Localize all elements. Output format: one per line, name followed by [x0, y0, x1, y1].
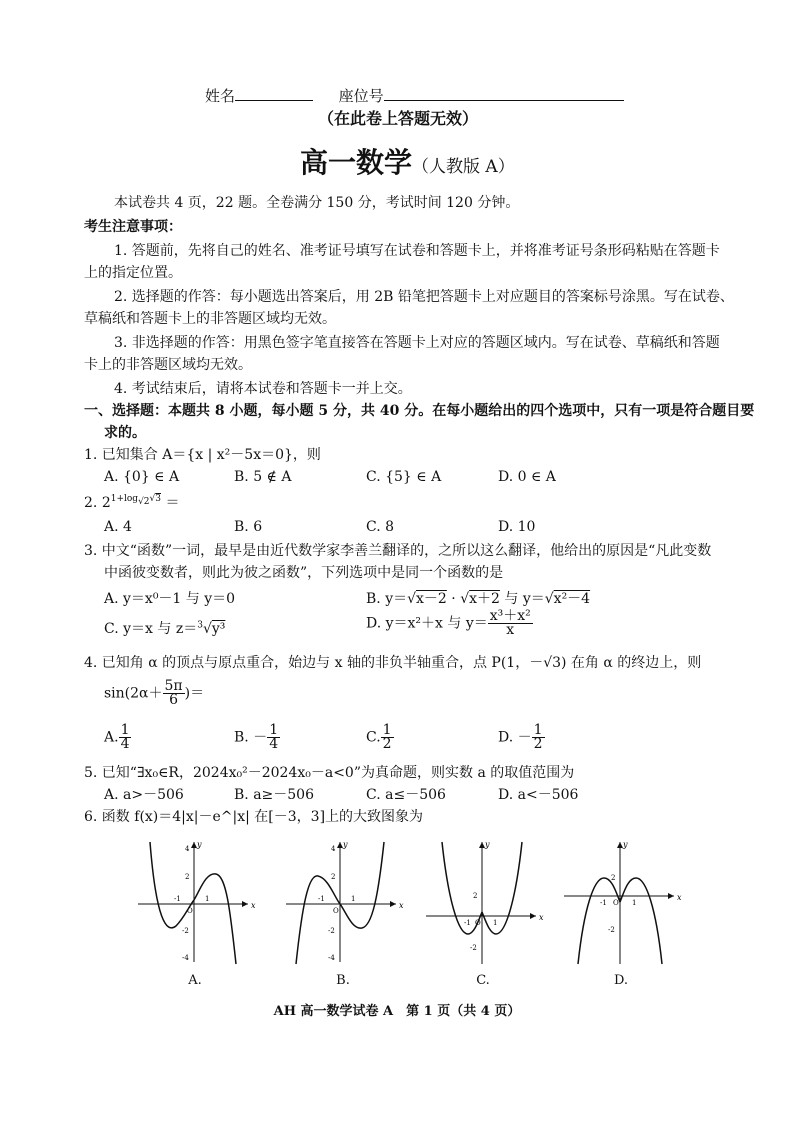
q5-option-d: D. a<－506	[498, 787, 579, 803]
note-2a: 2. 选择题的作答：每小题选出答案后，用 2B 铅笔把答题卡上对应题目的答案标号涂黑。写在试卷、	[114, 289, 734, 305]
seat-label: 座位号	[338, 87, 384, 105]
graph-a-label: A.	[188, 973, 202, 988]
q5-stem: 5. 已知“∃x₀∈R，2024x₀²－2024x₀－a<0”为真命题，则实数 a 的取值范围为	[84, 765, 575, 781]
q6-stem: 6. 函数 f(x)＝4|x|－e^|x| 在[－3，3]上的大致图象为	[84, 809, 424, 825]
q5-option-a: A. a>－506	[104, 787, 184, 803]
graph-b-tick-n2: -2	[328, 927, 335, 935]
graph-b-tick-n4: -4	[328, 954, 335, 962]
q2-option-d: D. 10	[498, 519, 536, 535]
q2-base: 2	[101, 495, 111, 511]
graph-c-svg	[418, 838, 548, 968]
graph-c-label: C.	[476, 973, 490, 988]
note-3a: 3. 非选择题的作答：用黑色签字笔直接答在答题卡上对应的答题区域内。写在试卷、草稿纸和答题	[114, 335, 720, 351]
graph-b-label: B.	[336, 973, 350, 988]
seat-blank	[384, 86, 624, 101]
q3-option-d	[366, 610, 533, 637]
graph-c-curve-right	[482, 842, 522, 934]
note-3b: 卡上的非答题区域均无效。	[84, 357, 252, 373]
q3-d-numerator: x³＋x²	[489, 608, 531, 624]
title-text: 高一数学	[300, 146, 413, 179]
graph-d-tick-1: 1	[632, 899, 637, 907]
q2-log-base: √2	[138, 497, 150, 508]
q4-c-label: C.	[366, 729, 381, 746]
graph-d-curve-right	[620, 878, 662, 964]
graph-a-tick-2: 2	[185, 873, 190, 881]
graph-c-tick-n1: -1	[464, 919, 471, 927]
graph-d-origin: O	[613, 899, 619, 907]
graph-c	[418, 838, 548, 989]
q4-sin-den: 6	[169, 692, 179, 708]
q1-option-c: C. {5} ∈ A	[366, 469, 442, 485]
q2-stem: 2. $2^{1+log_{√2}√3}$ ＝	[84, 494, 180, 511]
q2-option-b: B. 6	[234, 519, 263, 535]
q3-stem-1: 3. 中文“函数”一词，最早是由近代数学家李善兰翻译的，之所以这么翻译，他给出的原因是“凡此变数	[84, 543, 712, 559]
q3-d-denominator: x	[506, 622, 515, 638]
q5-option-c: C. a≤－506	[366, 787, 446, 803]
q4-option-d	[498, 724, 545, 751]
name-label: 姓名	[205, 87, 236, 105]
section-1-line1: 一、选择题：本题共 8 小题，每小题 5 分，共 40 分。在每小题给出的四个选项中，只有一项是符合题目要	[84, 403, 755, 419]
graph-d-x-label: x	[677, 893, 682, 902]
section-1-line2: 求的。	[104, 425, 146, 441]
q4-b-den: 4	[269, 736, 279, 752]
q3-d-pre: D. y＝x²＋x 与 y＝	[366, 615, 488, 632]
q4-sin-num: 5π	[164, 678, 183, 694]
notes-heading: 考生注意事项：	[84, 219, 182, 235]
q3-b-mid: · √	[446, 591, 470, 607]
q4-sin-post: )＝	[184, 685, 205, 702]
q2-exponent: 1+log	[110, 494, 139, 505]
q4-stem-1: 4. 已知角 α 的顶点与原点重合，始边与 x 轴的非负半轴重合，点 P(1，－√3) 在角 α 的终边上，则	[84, 655, 702, 671]
graph-b-y-label: y	[343, 840, 348, 849]
graph-d-label: D.	[613, 973, 629, 988]
graph-c-x-label: x	[539, 913, 544, 922]
name-field	[205, 86, 624, 105]
graph-c-tick-2: 2	[473, 892, 478, 900]
q4-d-den: 2	[533, 736, 543, 752]
q4-sin-pre: sin(2α＋	[104, 685, 163, 702]
page-footer: AH 高一数学试卷 A 第 1 页（共 4 页）	[273, 1004, 521, 1019]
graph-d-y-label: y	[623, 840, 628, 849]
q3-stem-2: 中函彼变数者，则此为彼之函数”，下列选项中是同一个函数的是	[104, 565, 504, 581]
q2-option-a: A. 4	[104, 519, 132, 535]
note-4: 4. 考试结束后，请将本试卷和答题卡一并上交。	[114, 381, 412, 397]
q3-b-pre: B. y＝√	[366, 591, 417, 607]
graph-c-tick-n2: -2	[470, 944, 477, 952]
graph-b-tick-1: 1	[351, 895, 356, 903]
intro: 本试卷共 4 页，22 题。全卷满分 150 分，考试时间 120 分钟。	[114, 195, 520, 211]
q4-c-den: 2	[382, 736, 392, 752]
graph-a	[130, 838, 260, 989]
q4-d-label: D. －	[498, 729, 532, 746]
graph-a-tick-n4: -4	[182, 954, 189, 962]
q3-c-index: 3	[197, 620, 203, 631]
graph-d-tick-n2: -2	[608, 926, 615, 934]
graph-b-svg	[278, 838, 408, 968]
q3-b-and: 与 y＝√	[499, 591, 554, 607]
q4-d-num: 1	[533, 722, 543, 738]
q4-a-den: 4	[120, 736, 130, 752]
graph-a-tick-1: 1	[205, 895, 210, 903]
edition-text: （人教版 A）	[412, 157, 515, 177]
graph-d-tick-n1: -1	[600, 899, 607, 907]
graph-b-tick-4: 4	[331, 845, 336, 853]
note-2b: 草稿纸和答题卡上的非答题区域均无效。	[84, 311, 336, 327]
q4-option-b	[234, 724, 280, 751]
graph-d-tick-2: 2	[611, 874, 616, 882]
q1-option-b: B. 5 ∉ A	[234, 469, 292, 485]
q2-number: 2.	[84, 495, 98, 511]
q3-b-root3: x²－4	[553, 591, 591, 607]
q3-b-root2: x＋2	[469, 591, 500, 607]
q1-stem: 1. 已知集合 A＝{x | x²－5x＝0}，则	[84, 447, 321, 463]
graph-a-x-label: x	[251, 901, 256, 910]
q3-option-b	[366, 590, 590, 608]
q4-b-label: B. －	[234, 729, 268, 746]
graph-c-origin: O	[475, 919, 481, 927]
q1-option-a: A. {0} ∈ A	[104, 469, 180, 485]
graph-d-svg	[556, 838, 686, 968]
q4-b-num: 1	[269, 722, 279, 738]
graph-b	[278, 838, 408, 989]
graph-b-tick-2: 2	[331, 873, 336, 881]
name-blank	[235, 86, 313, 101]
q4-c-num: 1	[382, 722, 392, 738]
notice: （在此卷上答题无效）	[318, 109, 479, 128]
q4-option-c	[366, 724, 394, 751]
q4-option-a	[104, 724, 131, 751]
q2-option-c: C. 8	[366, 519, 395, 535]
graph-a-tick-4: 4	[185, 845, 190, 853]
note-1b: 上的指定位置。	[84, 265, 182, 281]
q4-expression	[104, 680, 204, 707]
q4-a-num: 1	[120, 722, 130, 738]
graph-a-tick-n1: -1	[174, 895, 181, 903]
graph-c-tick-1: 1	[493, 919, 498, 927]
graph-a-svg	[130, 838, 260, 968]
q3-option-c: C. y＝x 与 z＝$^3$√y³	[104, 620, 226, 637]
page-title	[300, 146, 515, 180]
graph-a-origin: O	[187, 907, 193, 915]
q4-a-label: A.	[104, 729, 119, 746]
graph-c-y-label: y	[485, 840, 490, 849]
q3-c-radicand: y³	[211, 621, 226, 637]
graph-b-x-label: x	[399, 901, 404, 910]
q1-option-d: D. 0 ∈ A	[498, 469, 556, 485]
graph-b-tick-n1: -1	[318, 895, 325, 903]
graph-a-curve	[150, 842, 236, 964]
graph-b-origin: O	[333, 907, 339, 915]
graph-a-y-label: y	[197, 840, 202, 849]
q3-b-root1: x－2	[416, 591, 447, 607]
graph-d	[556, 838, 686, 989]
note-1a: 1. 答题前，先将自己的姓名、准考证号填写在试卷和答题卡上，并将准考证号条形码粘贴在答题卡	[114, 243, 720, 259]
q2-log-arg: 3	[155, 494, 162, 505]
graph-d-curve-left	[578, 878, 620, 964]
q2-equals: ＝	[165, 495, 180, 511]
q3-option-a: A. y＝x⁰－1 与 y＝0	[104, 591, 236, 607]
q5-option-b: B. a≥－506	[234, 787, 314, 803]
q3-c-pre: C. y＝x 与 z＝	[104, 621, 198, 637]
graph-a-tick-n2: -2	[182, 927, 189, 935]
